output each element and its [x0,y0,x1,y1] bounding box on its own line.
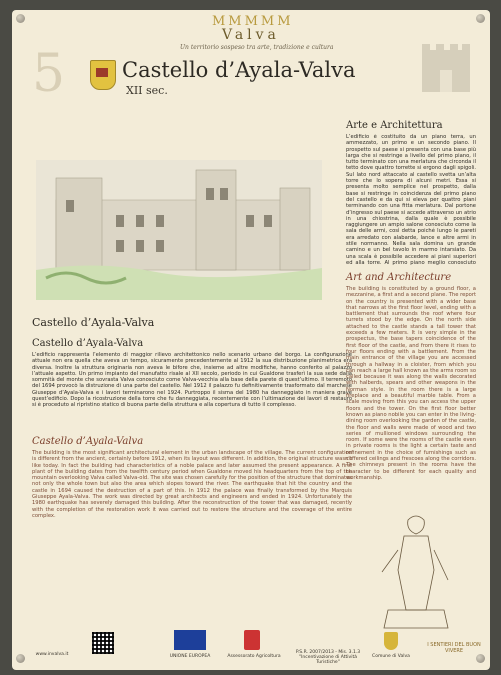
bolt-icon [476,14,485,23]
bolt-icon [16,14,25,23]
footer-partner-label: I SENTIERI DEL BUON VIVERE [427,642,481,654]
tower-icon [416,32,476,92]
footer-region-label: Assessorato Agricoltura [227,654,281,659]
footer-eu-label: UNIONE EUROPEA [169,654,211,659]
section-text-en-left: The building is the most significant architectural element in the urban landscape of the village. The current configuration is different from the ancient, certainly before 1912, when its layout was different. In addition, the original structure wasn’t like today. In fact the building had characteristics of a noble palace and later assumed the present appearance. A first plant of the building dates from the twelfth century period when Gualdone moved his headquarters from the top of the mountain overlooking Valva called Valva-old. The site was chosen carefully for the position of the structure that dominates not only the whole town but also the area which slopes toward the river. The earthquake that hit the country and the castle in 1694 caused the destruction of a part of this. In 1912 the palace was finally transformed by the Marquis Giuseppe Ayala-Valva. The work was directed by great architects and engineers and ended in 1924. Unfortunately the 1980 earthquake has severely damaged this building. After the reconstruction of the tower that was damaged, recently with the completion of the restoration work it was carried out to restore the structure and the coverage of the entire complex. [32,450,352,519]
section-title-en-left: Castello d’Ayala-Valva [32,436,144,447]
logo-tagline: Un territorio sospeso tra arte, tradizione e cultura [180,44,334,51]
panel-header [12,10,490,108]
panel-number: 5 [32,44,66,104]
logo-name: Valva [222,27,280,43]
section-text-it-right: L’edificio è costituito da un piano terra, un ammezzato, un primo e un secondo piano. Il prospetto sul paese si presenta con una base più larga che si restringe a livello del primo piano, il tutto terminato con una merlatura che circonda il tetto dove quattro torrette si ergono dagli spigoli. Sul lato nord attaccato al castello svetta un’alta torre che lo sopera di alcuni metri. Essa si presenta molto semplice nel prospetto, dalla base si restringe in coincidenza del primo piano del castello e da qui si eleva per quattro piani terminando con una fitta merlatura. Dal portone d’ingresso sul paese si accede attraverso un atrio in una chiostrina, dalla quale è possibile raggiungere un ampio salone conosciuto come la sala delle armi, così detta poiché lungo le pareti era arredato con alabarde, lance e altre armi in stile normanno. Nella sala domina un grande camino e un bel tavolo in marmo intarsiato. Da una scala è possibile accedere ai piani superiori ed alla torre. Al primo piano meglio conosciuto [346,134,476,266]
crest-icon [90,60,116,90]
footer-psr-label: P.S.R. 2007/2013 - Mis. 3.1.3 "Incentivazione di Attività Turistiche" [295,650,361,665]
section-text-en-right: The building is constituted by a ground floor, a mezzanine, a first and a second plane. The report on the country is presented with a wider base that narrows at the first floor level, ending with a battlement that surrounds the roof where four turrets stood by the edge. On the north side attached to the castle stands a tall tower that exceeds a few meters. It is very simple in the prospectus, the base tapers coincidence of the first floor of the castle, and from there it rises to four floors ending with a battlement. From the main entrance of the village you are accessed through a hallway in a cloister, from which you can reach a large hall known as the arms room so called because it was along the walls decorated with halberds, spears and other weapons in the Norman style. In the room there is a large fireplace and a beautiful marble table. From a scale moving from this you can access the upper floors and the tower. On the first floor better known as piano nobile you can enter in the living-dining room overlooking the garden of the castle, the floor and walls were made of wood and two series of mullioned windows surrounding the room. If some were the rooms of the castle even in private rooms is the light a certain taste and refinement in the choice of furnishings such as coffered ceilings and frescoes along the corridors. The chimneys present in the rooms have the character to be different for each quality and workmanship. [346,286,476,481]
castle-photo [36,160,322,300]
page-subtitle: XII sec. [126,84,168,97]
qr-code-icon [92,632,114,654]
footer-website: www.invalva.it [35,652,69,657]
footer-comune-label: Comune di Valva [372,654,410,659]
section-text-it-left: L’edificio rappresenta l’elemento di maggior rilievo architettonico nello scenario urbano del borgo. La configurazione attuale non era quella che aveva un tempo, sicuramente precedentemente al 1912 la sua distribuzione planimetrica era diversa. Inoltre la struttura originaria non aveva le bifore che, insieme ad altre modifiche, hanno conferito al palazzo l’attuale aspetto. Un primo impianto del manufatto risale al XII secolo, periodo in cui Gualdone trasferì la sua sede dalla sommità del monte che sovrasta Valva conosciuto come Valva-vecchia alla base della parete di quest’ultimo. Il terremoto del 1694 provocò la distruzione di una parte del castello. Nel 1912 il palazzo fu definitivamente trasformato dal marchese Giuseppe d’Ayala-Valva e i lavori terminarono nel 1924. Purtroppo il sisma del 1980 ha danneggiato in maniera grave quest’edificio. Dopo la ricostruzione della torre che fu danneggiata, recentemente con l’ultimazione dei lavori di restauro si è proceduto al ripristino statico di buona parte della struttura e alla copertura di tutto il complesso. [32,352,352,409]
caption-title-it: Castello d’Ayala-Valva [32,316,155,329]
section-title-it-left: Castello d’Ayala-Valva [32,338,144,349]
page-title: Castello d’Ayala-Valva [122,58,356,82]
info-panel [12,10,490,670]
statue-sketch [368,510,464,630]
comune-crest-icon [384,632,398,650]
footer-bar [12,628,490,670]
logo-marks: MMMMM [212,14,294,29]
bolt-icon [476,654,485,663]
section-title-it-right: Arte e Architettura [346,120,443,131]
region-logo-icon [244,630,260,650]
section-title-en-right: Art and Architecture [346,272,452,283]
eu-flag-icon [174,630,206,650]
bolt-icon [16,654,25,663]
